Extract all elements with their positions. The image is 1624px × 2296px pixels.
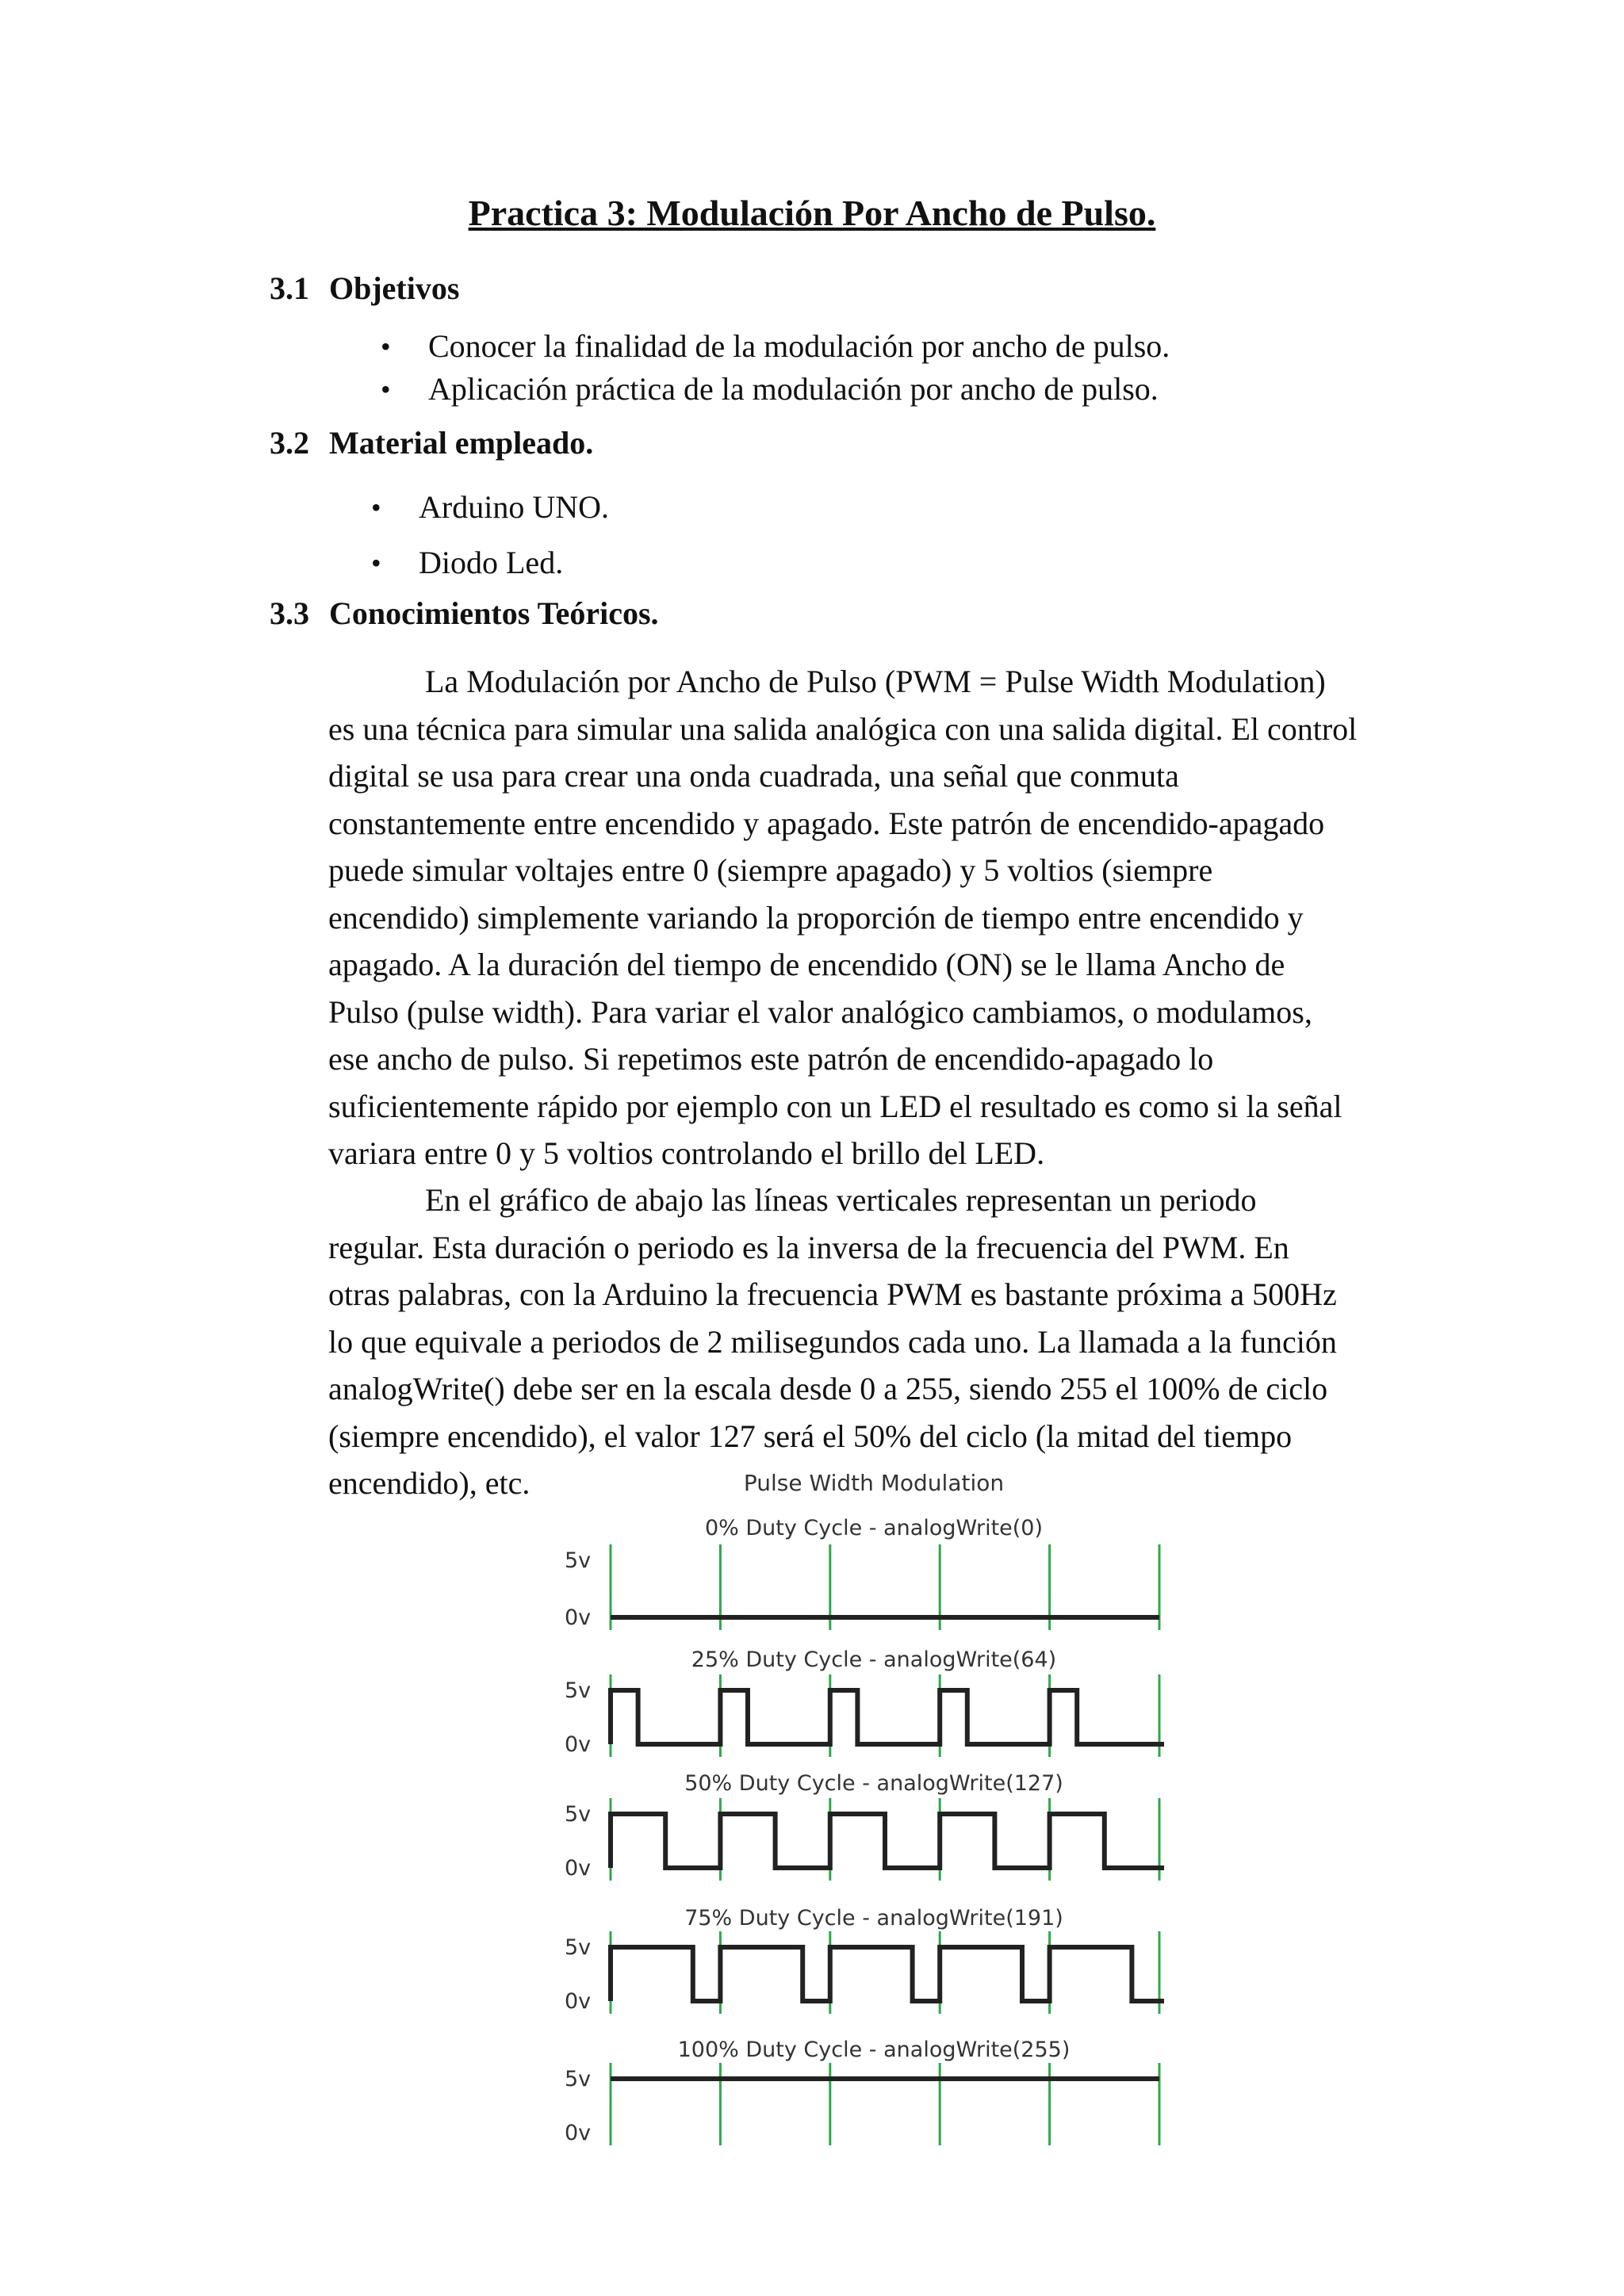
figure-title: Pulse Width Modulation (743, 1470, 1005, 1496)
text-line: otras palabras, con la Arduino la frecuencia PWM es bastante próxima a 500Hz (328, 1276, 1337, 1312)
page-title: Practica 3: Modulación Por Ancho de Pulso. (468, 193, 1156, 233)
pwm-plots (565, 1516, 1164, 2145)
section-title: Conocimientos Teóricos. (329, 595, 659, 631)
text-line-content: La Modulación por Ancho de Pulso (PWM = Pulse Width Modulation) (425, 664, 1326, 699)
text-line: encendido) simplemente variando la proporción de tiempo entre encendido y (328, 899, 1304, 936)
high-level-label: 5v (565, 1802, 592, 1827)
text-line: puede simular voltajes entre 0 (siempre apagado) y 5 voltios (siempre (328, 852, 1213, 888)
pwm-signal (611, 1947, 1164, 2001)
section-title: Material empleado. (329, 425, 594, 461)
pwm-signal (611, 1690, 1164, 1744)
plot-label: 0% Duty Cycle - analogWrite(0) (704, 1516, 1044, 1540)
low-level-label: 0v (565, 1732, 592, 1757)
high-level-label: 5v (565, 1548, 592, 1573)
plot-label: 100% Duty Cycle - analogWrite(255) (677, 2038, 1071, 2062)
text-line: encendido), etc. (328, 1465, 530, 1501)
text-line: Pulso (pulse width). Para variar el valor analógico cambiamos, o modulamos, (328, 993, 1312, 1030)
text-line: (siempre encendido), el valor 127 será el 50% del ciclo (la mitad del tiempo (328, 1418, 1293, 1454)
low-level-label: 0v (565, 1856, 592, 1881)
text-line: es una técnica para simular una salida analógica con una salida digital. El control (328, 710, 1358, 747)
text-line: analogWrite() debe ser en la escala desde 0 a 255, siendo 255 el 100% de ciclo (328, 1371, 1328, 1406)
plot-label: 50% Duty Cycle - analogWrite(127) (684, 1771, 1063, 1796)
section-number: 3.2 (270, 425, 309, 461)
pwm-plot (565, 1516, 1159, 1630)
list-item: • Conocer la finalidad de la modulación por ancho de pulso. (381, 325, 1170, 368)
section-number: 3.3 (270, 595, 309, 631)
text-line: apagado. A la duración del tiempo de encendido (ON) se le llama Ancho de (328, 947, 1285, 982)
pwm-plot (565, 1647, 1164, 1757)
high-level-label: 5v (565, 1678, 592, 1703)
pwm-plot (565, 2038, 1159, 2145)
text-line: suficientemente rápido por ejemplo con un LED el resultado es como si la señal (328, 1088, 1342, 1124)
list-item: • Arduino UNO. (371, 480, 609, 535)
list-item: • Diodo Led. (371, 535, 609, 591)
pwm-signal (611, 1814, 1164, 1868)
pwm-plot (565, 1906, 1164, 2014)
plot-label: 75% Duty Cycle - analogWrite(191) (684, 1906, 1063, 1931)
high-level-label: 5v (565, 2067, 592, 2091)
section-number: 3.1 (270, 270, 309, 306)
text-line-content: En el gráfico de abajo las líneas verticales representan un periodo (425, 1182, 1257, 1218)
text-line: ese ancho de pulso. Si repetimos este patrón de encendido-apagado lo (328, 1041, 1214, 1077)
text-line: lo que equivale a periodos de 2 milisegundos cada uno. La llamada a la función (328, 1323, 1337, 1360)
section-title: Objetivos (329, 270, 460, 306)
text-line: digital se usa para crear una onda cuadrada, una señal que conmuta (328, 758, 1179, 794)
plot-label: 25% Duty Cycle - analogWrite(64) (691, 1647, 1057, 1672)
text-line: constantemente entre encendido y apagado. Este patrón de encendido-apagado (328, 805, 1325, 841)
low-level-label: 0v (565, 1989, 592, 2014)
list-item: • Aplicación práctica de la modulación por ancho de pulso. (381, 368, 1170, 411)
low-level-label: 0v (565, 1605, 592, 1630)
high-level-label: 5v (565, 1935, 592, 1960)
pwm-plot (565, 1771, 1164, 1881)
text-line: regular. Esta duración o periodo es la inversa de la frecuencia del PWM. En (328, 1229, 1289, 1265)
text-line: variara entre 0 y 5 voltios controlando el brillo del LED. (328, 1135, 1045, 1171)
low-level-label: 0v (565, 2121, 592, 2145)
